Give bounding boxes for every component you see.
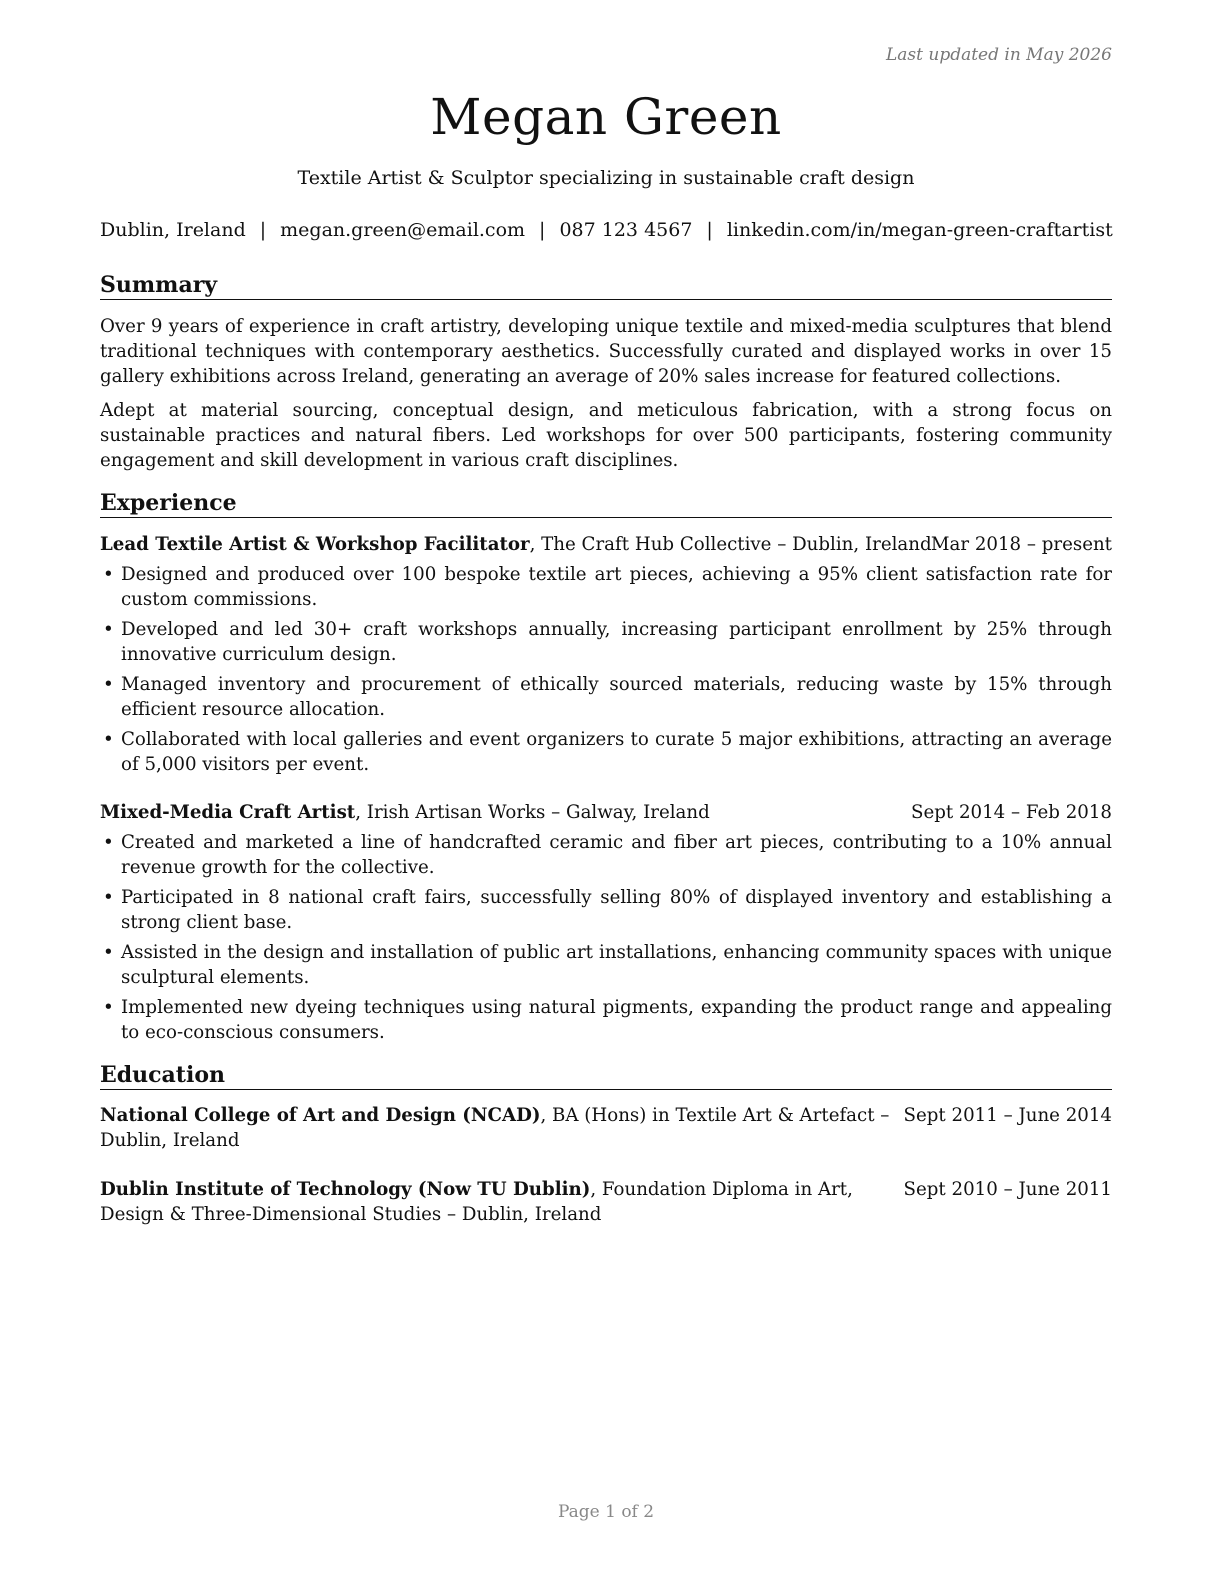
job-title: Mixed-Media Craft Artist bbox=[100, 802, 356, 823]
bullet-icon: • bbox=[103, 997, 114, 1018]
summary-heading: Summary bbox=[100, 272, 1112, 300]
experience-heading: Experience bbox=[100, 490, 1112, 518]
education-school: National College of Art and Design (NCAD) bbox=[100, 1105, 541, 1126]
education-detail: , BA (Hons) in Textile Art & Artefact – Dublin, Ireland bbox=[100, 1105, 890, 1151]
bullet-text: Implemented new dyeing techniques using natural pigments, expanding the product range and appealing to eco-conscious consumers. bbox=[121, 997, 1112, 1043]
contact-phone[interactable]: 087 123 4567 bbox=[559, 219, 693, 241]
contact-separator: | bbox=[539, 219, 546, 241]
contact-linkedin[interactable]: linkedin.com/in/megan-green-craftartist bbox=[726, 219, 1113, 241]
list-item bbox=[100, 617, 1112, 667]
list-item bbox=[100, 727, 1112, 777]
job-bullet-list bbox=[100, 562, 1112, 782]
education-school: Dublin Institute of Technology (Now TU Dublin) bbox=[100, 1179, 591, 1200]
bullet-icon: • bbox=[103, 729, 114, 750]
job-bullet-list bbox=[100, 830, 1112, 1050]
bullet-icon: • bbox=[103, 887, 114, 908]
job-header bbox=[100, 800, 1112, 825]
bullet-text: Assisted in the design and installation of public art installations, enhancing community spaces with unique sculptural elements. bbox=[121, 942, 1112, 988]
education-entry bbox=[100, 1103, 1112, 1153]
bullet-icon: • bbox=[103, 619, 114, 640]
candidate-name: Megan Green bbox=[430, 88, 782, 146]
summary-paragraph-2: Adept at material sourcing, conceptual design, and meticulous fabrication, with a strong focus on sustainable practices and natural fibers. Led workshops for over 500 participants, fostering community engagement and skill development in various craft disciplines. bbox=[100, 400, 1112, 471]
bullet-text: Managed inventory and procurement of ethically sourced materials, reducing waste by 15% through efficient resource allocation. bbox=[121, 674, 1112, 720]
contact-line bbox=[100, 219, 1112, 241]
list-item bbox=[100, 995, 1112, 1045]
last-updated-note: Last updated in May 2026 bbox=[885, 45, 1112, 65]
education-entry bbox=[100, 1177, 1112, 1227]
bullet-text: Participated in 8 national craft fairs, successfully selling 80% of displayed inventory and establishing a strong client base. bbox=[121, 887, 1112, 933]
bullet-text: Collaborated with local galleries and event organizers to curate 5 major exhibitions, attracting an average of 5,000 visitors per event. bbox=[121, 729, 1112, 775]
bullet-icon: • bbox=[103, 564, 114, 585]
resume-page bbox=[100, 0, 1112, 1584]
contact-separator: | bbox=[706, 219, 713, 241]
bullet-icon: • bbox=[103, 832, 114, 853]
candidate-tagline: Textile Artist & Sculptor specializing in sustainable craft design bbox=[297, 167, 915, 189]
education-heading: Education bbox=[100, 1062, 1112, 1090]
job-header bbox=[100, 532, 1112, 557]
contact-separator: | bbox=[259, 219, 267, 241]
education-detail: , Foundation Diploma in Art, Design & Three-Dimensional Studies – Dublin, Ireland bbox=[100, 1179, 853, 1225]
summary-paragraph-1: Over 9 years of experience in craft artistry, developing unique textile and mixed-media sculptures that blend traditional techniques with contemporary aesthetics. Successfully curated and displayed works in over 15 gallery exhibitions across Ireland, generating an average of 20% sales increase for featured collections. bbox=[100, 316, 1112, 387]
page-number: Page 1 of 2 bbox=[557, 1502, 655, 1522]
list-item bbox=[100, 940, 1112, 990]
bullet-text: Developed and led 30+ craft workshops annually, increasing participant enrollment by 25% through innovative curriculum design. bbox=[121, 619, 1112, 665]
list-item bbox=[100, 672, 1112, 722]
job-title: Lead Textile Artist & Workshop Facilitator bbox=[100, 534, 530, 555]
list-item bbox=[100, 830, 1112, 880]
job-organization: , The Craft Hub Collective – Dublin, Ireland bbox=[529, 534, 932, 555]
bullet-icon: • bbox=[103, 942, 114, 963]
contact-email[interactable]: megan.green@email.com bbox=[280, 219, 526, 241]
education-dates: Sept 2011 – June 2014 bbox=[903, 1105, 1112, 1126]
list-item bbox=[100, 885, 1112, 935]
bullet-icon: • bbox=[103, 674, 114, 695]
contact-location: Dublin, Ireland bbox=[100, 219, 246, 241]
job-organization: , Irish Artisan Works – Galway, Ireland bbox=[355, 802, 710, 823]
education-dates: Sept 2010 – June 2011 bbox=[903, 1179, 1112, 1200]
job-dates: Sept 2014 – Feb 2018 bbox=[911, 802, 1112, 823]
list-item bbox=[100, 562, 1112, 612]
bullet-text: Created and marketed a line of handcrafted ceramic and fiber art pieces, contributing to a 10% annual revenue growth for the collective. bbox=[121, 832, 1112, 878]
bullet-text: Designed and produced over 100 bespoke textile art pieces, achieving a 95% client satisfaction rate for custom commissions. bbox=[121, 564, 1112, 610]
job-dates: Mar 2018 – present bbox=[930, 534, 1112, 555]
